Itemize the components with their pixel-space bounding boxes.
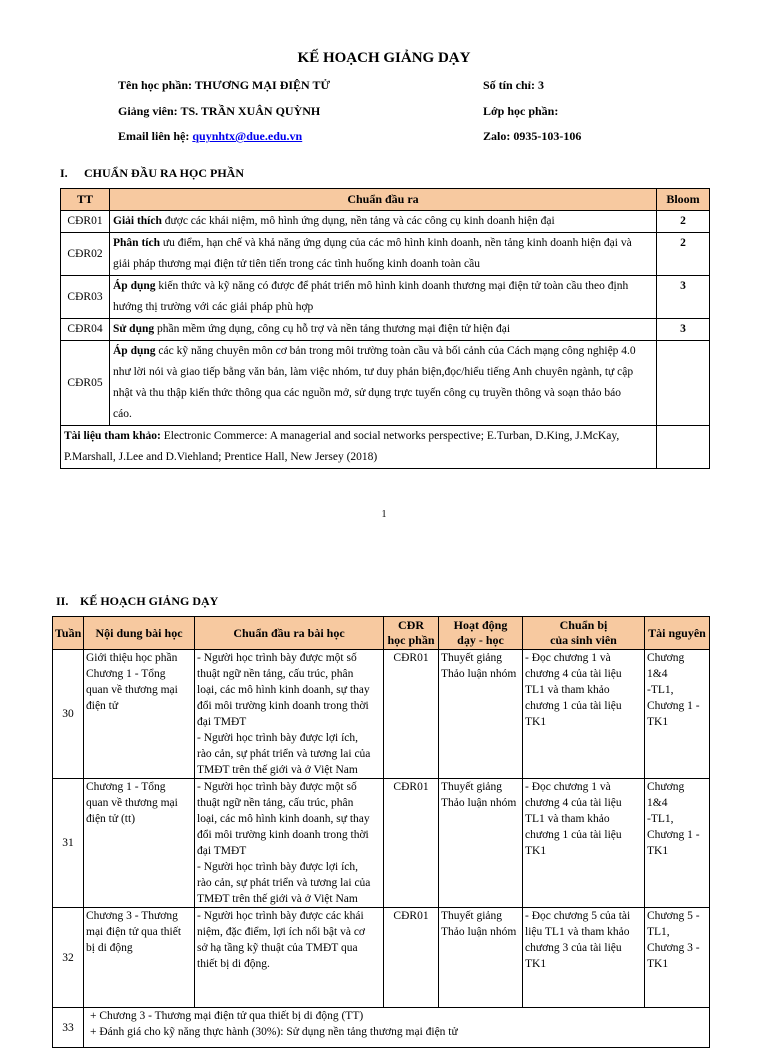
outcome-code: CĐR05 bbox=[61, 341, 110, 426]
col-header-resources bbox=[645, 617, 710, 650]
week-number: 31 bbox=[53, 779, 84, 908]
lesson-outcomes-line: TMĐT trên thế giới và ở Việt Nam bbox=[197, 764, 358, 776]
student-preparation-line: - Đọc chương 5 của tài bbox=[525, 910, 631, 922]
lesson-outcomes-line: đổi môi trường kinh doanh trong thời bbox=[197, 829, 369, 841]
outcome-verb: Áp dụng bbox=[113, 280, 156, 292]
document-title: KẾ HOẠCH GIẢNG DẠY bbox=[297, 50, 471, 66]
outcome-line: kiến thức và kỹ năng có được để phát triển mô hình kinh doanh thương mại điện tử toàn cầu theo định bbox=[155, 280, 629, 292]
section-1-heading bbox=[60, 166, 244, 181]
student-preparation bbox=[523, 650, 645, 779]
outcome-verb: Áp dụng bbox=[113, 345, 156, 357]
reference-empty bbox=[657, 426, 710, 469]
lesson-content-line: điện tử (tt) bbox=[86, 813, 136, 825]
col-header-week bbox=[53, 617, 84, 650]
teaching-activity bbox=[439, 650, 523, 779]
outcome-code: CĐR03 bbox=[61, 276, 110, 319]
outcome-row bbox=[61, 276, 710, 319]
student-preparation bbox=[523, 908, 645, 1008]
student-preparation-line: TL1 và tham khảo bbox=[525, 813, 610, 825]
outcome-line: hướng thị trường với các giải pháp phù hợp bbox=[113, 301, 314, 313]
outcome-row bbox=[61, 211, 710, 233]
student-preparation-line: chương 1 của tài liệu bbox=[525, 700, 622, 712]
week-number: 32 bbox=[53, 908, 84, 1008]
lesson-content-line: quan về thương mại bbox=[86, 797, 178, 809]
lesson-content-line: quan về thương mại bbox=[86, 684, 178, 696]
lesson-outcomes-line: sở hạ tầng kỹ thuật của TMĐT qua bbox=[197, 942, 358, 954]
reference-row bbox=[61, 426, 710, 469]
lesson-outcomes-line: rào cản, sự phát triển và tương lai của bbox=[197, 748, 371, 760]
reference-line: Electronic Commerce: A managerial and social networks perspective; E.Turban, D.King, J.McKay, bbox=[160, 430, 620, 442]
resources-line: -TL1, bbox=[647, 813, 674, 825]
course-name: Tên học phần: THƯƠNG MẠI ĐIỆN TỬ bbox=[118, 78, 331, 92]
student-preparation-line: - Đọc chương 1 và bbox=[525, 781, 611, 793]
outcome-row bbox=[61, 341, 710, 426]
lesson-outcomes-line: - Người học trình bày được một số bbox=[197, 781, 357, 793]
resources-line: TK1 bbox=[647, 958, 669, 970]
email-contact bbox=[118, 129, 302, 144]
col-header-cdr bbox=[384, 617, 439, 650]
lesson-outcomes bbox=[195, 908, 384, 1008]
student-preparation-line: chương 4 của tài liệu bbox=[525, 668, 622, 680]
col-header-outcome: Chuẩn đầu ra bbox=[110, 189, 657, 211]
lesson-content-line: Giới thiệu học phần bbox=[86, 652, 178, 664]
lesson-content bbox=[84, 779, 195, 908]
credits: Số tín chỉ: 3 bbox=[483, 78, 545, 92]
outcome-line: các kỹ năng chuyên môn cơ bản trong môi trường toàn cầu và bối cảnh của Cách mạng công nghiệp 4.0 bbox=[155, 345, 636, 357]
lesson-content-line: bị di động bbox=[86, 942, 133, 954]
lecturer: Giảng viên: TS. TRẦN XUÂN QUỲNH bbox=[118, 104, 321, 118]
student-preparation-line: TK1 bbox=[525, 958, 547, 970]
lesson-content-line: mại điện tử qua thiết bbox=[86, 926, 182, 938]
student-preparation-line: TK1 bbox=[525, 845, 547, 857]
outcome-text bbox=[110, 341, 657, 426]
lesson-outcomes-line: đại TMĐT bbox=[197, 845, 247, 857]
outcomes-table bbox=[60, 188, 710, 469]
header-line: Nội dung bài học bbox=[95, 625, 183, 640]
plan-row bbox=[53, 1008, 710, 1048]
lesson-outcomes-line: thuật ngữ nền tảng, cấu trúc, phân bbox=[197, 668, 354, 680]
col-header-tt: TT bbox=[61, 189, 110, 211]
outcome-row bbox=[61, 319, 710, 341]
outcome-bloom: 2 bbox=[657, 233, 710, 276]
outcome-code: CĐR02 bbox=[61, 233, 110, 276]
col-header-bloom: Bloom bbox=[657, 189, 710, 211]
section-2-heading bbox=[56, 594, 218, 609]
lesson-outcomes-line: - Người học trình bày được các khái bbox=[197, 910, 364, 922]
header-line: dạy - học bbox=[457, 633, 504, 647]
lesson-outcomes-line: đổi môi trường kinh doanh trong thời bbox=[197, 700, 369, 712]
header-line: Tài nguyên bbox=[648, 625, 706, 640]
outcome-bloom: 2 bbox=[657, 211, 710, 233]
resources bbox=[645, 908, 710, 1008]
header-line: Hoạt động bbox=[453, 618, 508, 632]
outcome-line: được các khái niệm, mô hình ứng dụng, nền tảng và các công cụ kinh doanh hiện đại bbox=[161, 215, 555, 227]
cdr-code: CĐR01 bbox=[384, 650, 439, 779]
lesson-content-line: điện tử bbox=[86, 700, 119, 712]
student-preparation-line: chương 4 của tài liệu bbox=[525, 797, 622, 809]
header-line: CĐR bbox=[398, 618, 424, 632]
lesson-outcomes-line: niệm, đặc điểm, lợi ích nổi bật và cơ bbox=[197, 926, 366, 938]
lesson-content bbox=[84, 908, 195, 1008]
outcome-line: nhật và thu thập kiến thức thông qua các nguồn mở, sử dụng trực tuyến công cụ truyền thông và soạn thảo báo bbox=[113, 387, 621, 399]
plan-row bbox=[53, 779, 710, 908]
resources-line: TL1, bbox=[647, 926, 670, 938]
summary-line: + Chương 3 - Thương mại điện tử qua thiết bị di động (TT) bbox=[90, 1010, 364, 1022]
student-preparation-line: TL1 và tham khảo bbox=[525, 684, 610, 696]
plan-table bbox=[52, 616, 710, 1048]
section-2-title: KẾ HOẠCH GIẢNG DẠY bbox=[80, 594, 219, 608]
lesson-outcomes-line: - Người học trình bày được một số bbox=[197, 652, 357, 664]
cdr-code: CĐR01 bbox=[384, 908, 439, 1008]
header-line: Chuẩn bị bbox=[559, 618, 608, 632]
section-1-title: CHUẨN ĐẦU RA HỌC PHẦN bbox=[84, 166, 244, 180]
teaching-activity bbox=[439, 908, 523, 1008]
summary-line: + Đánh giá cho kỹ năng thực hành (30%): Sử dụng nền tảng thương mại điện tử bbox=[90, 1026, 458, 1038]
week-number: 33 bbox=[53, 1008, 84, 1048]
header-line: của sinh viên bbox=[550, 633, 617, 647]
lesson-outcomes-line: thuật ngữ nền tảng, cấu trúc, phân bbox=[197, 797, 354, 809]
resources-line: Chương 1 - bbox=[647, 700, 700, 712]
week-summary bbox=[84, 1008, 710, 1048]
email-link[interactable]: quynhtx@due.edu.vn bbox=[192, 129, 303, 143]
teaching-activity-line: Thuyết giảng bbox=[441, 910, 502, 922]
lesson-outcomes bbox=[195, 779, 384, 908]
plan-row bbox=[53, 908, 710, 1008]
outcome-text bbox=[110, 233, 657, 276]
resources-line: Chương 1&4 bbox=[647, 652, 685, 680]
student-preparation-line: chương 3 của tài liệu bbox=[525, 942, 622, 954]
resources bbox=[645, 779, 710, 908]
section-2-number: II. bbox=[56, 594, 69, 608]
resources bbox=[645, 650, 710, 779]
col-header-content bbox=[84, 617, 195, 650]
outcome-code: CĐR04 bbox=[61, 319, 110, 341]
resources-line: -TL1, bbox=[647, 684, 674, 696]
cdr-code: CĐR01 bbox=[384, 779, 439, 908]
teaching-activity-line: Thảo luận nhóm bbox=[441, 668, 517, 680]
student-preparation-line: - Đọc chương 1 và bbox=[525, 652, 611, 664]
header-line: Chuẩn đầu ra bài học bbox=[233, 625, 345, 640]
header-line: Tuần bbox=[55, 625, 82, 640]
col-header-activity bbox=[439, 617, 523, 650]
resources-line: Chương 3 - bbox=[647, 942, 700, 954]
outcome-verb: Phân tích bbox=[113, 237, 160, 249]
section-1-number: I. bbox=[60, 166, 68, 180]
teaching-activity bbox=[439, 779, 523, 908]
student-preparation-line: liệu TL1 và tham khảo bbox=[525, 926, 630, 938]
page-number: 1 bbox=[381, 509, 387, 520]
outcome-bloom bbox=[657, 341, 710, 426]
outcome-bloom: 3 bbox=[657, 276, 710, 319]
plan-row bbox=[53, 650, 710, 779]
lesson-outcomes-line: thiết bị di động. bbox=[197, 958, 270, 970]
teaching-activity-line: Thuyết giảng bbox=[441, 781, 502, 793]
outcome-line: cáo. bbox=[113, 408, 132, 420]
outcome-verb: Sử dụng bbox=[113, 323, 155, 335]
outcome-line: giải pháp thương mại điện tử tiên tiến trong các tình huống kinh doanh toàn cầu bbox=[113, 258, 480, 270]
lesson-outcomes bbox=[195, 650, 384, 779]
outcome-text bbox=[110, 276, 657, 319]
lesson-outcomes-line: rào cản, sự phát triển và tương lai của bbox=[197, 877, 371, 889]
zalo-contact: Zalo: 0935-103-106 bbox=[483, 129, 582, 143]
col-header-prep bbox=[523, 617, 645, 650]
col-header-outcomes bbox=[195, 617, 384, 650]
outcome-code: CĐR01 bbox=[61, 211, 110, 233]
resources-line: TK1 bbox=[647, 845, 669, 857]
outcome-verb: Giải thích bbox=[113, 215, 162, 227]
email-label: Email liên hệ: bbox=[118, 129, 193, 143]
teaching-activity-line: Thảo luận nhóm bbox=[441, 797, 517, 809]
lesson-outcomes-line: đại TMĐT bbox=[197, 716, 247, 728]
resources-line: TK1 bbox=[647, 716, 669, 728]
outcome-line: phần mềm ứng dụng, công cụ hỗ trợ và nền tảng thương mại điện tử hiện đại bbox=[154, 323, 511, 335]
lesson-outcomes-line: TMĐT trên thế giới và ở Việt Nam bbox=[197, 893, 358, 905]
lesson-outcomes-line: - Người học trình bày được lợi ích, bbox=[197, 732, 359, 744]
lesson-content bbox=[84, 650, 195, 779]
resources-line: Chương 1&4 bbox=[647, 781, 685, 809]
lesson-content-line: Chương 3 - Thương bbox=[86, 910, 178, 922]
resources-line: Chương 1 - bbox=[647, 829, 700, 841]
lesson-content-line: Chương 1 - Tổng bbox=[86, 668, 166, 680]
outcome-line: ưu điểm, hạn chế và khả năng ứng dụng của các mô hình kinh doanh, nền tảng kinh doanh hiện đại và bbox=[159, 237, 632, 249]
resources-line: Chương 5 - bbox=[647, 910, 700, 922]
student-preparation-line: TK1 bbox=[525, 716, 547, 728]
outcome-bloom: 3 bbox=[657, 319, 710, 341]
class-section: Lớp học phần: bbox=[483, 104, 559, 118]
teaching-activity-line: Thảo luận nhóm bbox=[441, 926, 517, 938]
student-preparation bbox=[523, 779, 645, 908]
outcome-line: như lời nói và giao tiếp bằng văn bản, làm việc nhóm, tư duy phản biện,đọc/hiểu tiếng Anh chuyên ngành, tự cập bbox=[113, 366, 634, 378]
reference-label: Tài liệu tham khảo: bbox=[64, 430, 161, 442]
reference-line: P.Marshall, J.Lee and D.Viehland; Prentice Hall, New Jersey (2018) bbox=[64, 451, 378, 463]
student-preparation-line: chương 1 của tài liệu bbox=[525, 829, 622, 841]
outcome-text bbox=[110, 319, 657, 341]
week-number: 30 bbox=[53, 650, 84, 779]
lesson-outcomes-line: loại, các mô hình kinh doanh, sự thay bbox=[197, 813, 370, 825]
outcome-row bbox=[61, 233, 710, 276]
teaching-activity-line: Thuyết giảng bbox=[441, 652, 502, 664]
lesson-outcomes-line: loại, các mô hình kinh doanh, sự thay bbox=[197, 684, 370, 696]
header-line: học phần bbox=[387, 633, 435, 647]
lesson-outcomes-line: - Người học trình bày được lợi ích, bbox=[197, 861, 359, 873]
lesson-content-line: Chương 1 - Tổng bbox=[86, 781, 166, 793]
reference-text bbox=[61, 426, 657, 469]
outcome-text bbox=[110, 211, 657, 233]
